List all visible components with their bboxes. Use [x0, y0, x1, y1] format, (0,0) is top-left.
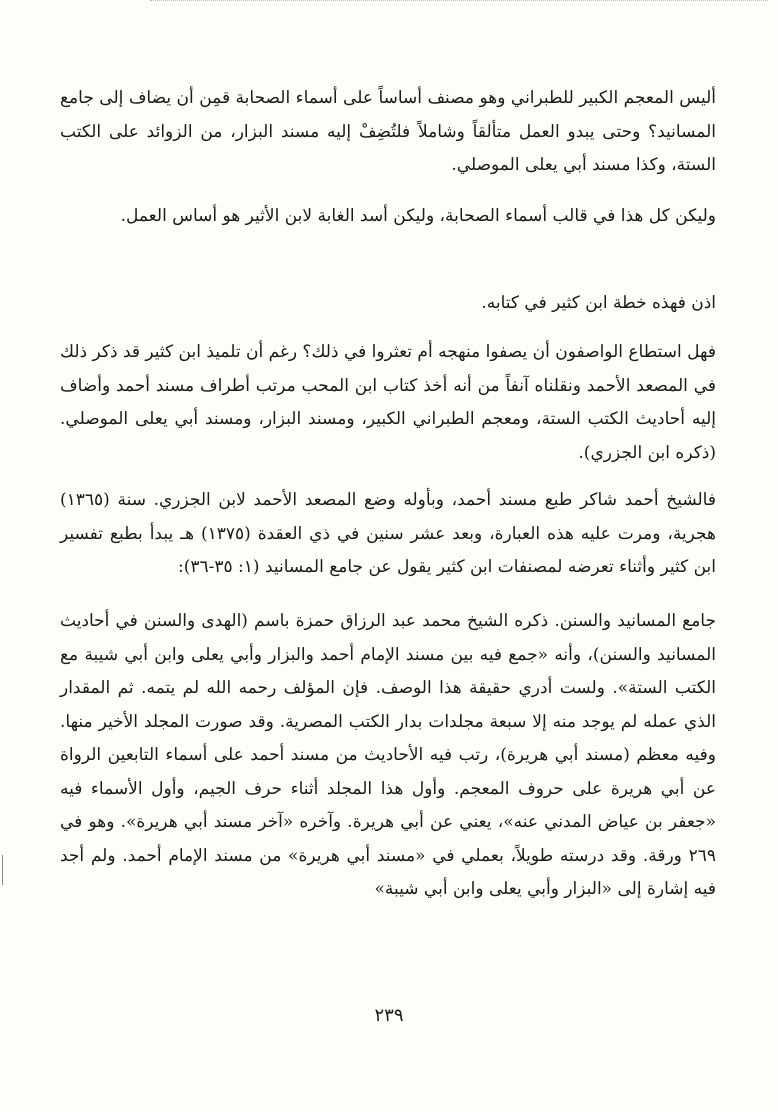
paragraph-text: أليس المعجم الكبير للطبراني وهو مصنف أساساً على أسماء الصحابة قمِن أن يضاف إلى جامع المسانيد؟ وحتى يبدو العمل متألقاً وشاملاً فلتُضِفْ إليه مسند البزار، من الزوائد على الكتب الستة، وكذا مسند أبي يعلى الموصلي.	[60, 88, 716, 175]
paragraph-text: اذن فهذه خطة ابن كثير في كتابه.	[481, 293, 716, 313]
paragraph-text: فهل استطاع الواصفون أن يصفوا منهجه أم تعثروا في ذلك؟ رغم أن تلميذ ابن كثير قد ذكر ذلك في المصعد الأحمد ونقلناه آنفاً من أنه أخذ كتاب ابن المحب مرتب أطراف مسند أحمد وأضاف إليه أحاديث الكتب الستة، ومعجم الطبراني الكبير، ومسند البزار، ومسند أبي يعلى الموصلي. (ذكره ابن الجزري).	[60, 342, 716, 463]
paragraph-text: جامع المسانيد والسنن. ذكره الشيخ محمد عبد الرزاق حمزة باسم (الهدى والسنن في أحاديث المسانيد والسنن)، وأنه «جمع فيه بين مسند الإمام أحمد والبزار وأبي يعلى وابن أبي شيبة مع الكتب الستة». ولست أدري حقيقة هذا الوصف. فإن المؤلف رحمه الله لم يتمه. ثم المقدار الذي عمله لم يوجد منه إلا سبعة مجلدات بدار الكتب المصرية. وقد صورت المجلد الأخير منها. وفيه معظم (مسند أبي هريرة)، رتب فيه الأحاديث من مسند أحمد على أسماء التابعين الرواة عن أبي هريرة على حروف المعجم. وأول هذا المجلد أثناء حرف الجيم، وأول الأسماء فيه «جعفر بن عياض المدني عنه»، يعني عن أبي هريرة. وآخره «آخر مسند أبي هريرة». وهو في ٢٦٩ ورقة. وقد درسته طويلاً، بعملي في «مسند أبي هريرة» من مسند الإمام أحمد. ولم أجد فيه إشارة إلى «البزار وأبي يعلى وابن أبي شيبة»	[60, 611, 716, 899]
paragraph-text: فالشيخ أحمد شاكر طبع مسند أحمد، وبأوله وضع المصعد الأحمد لابن الجزري. سنة (١٣٦٥) هجرية، ومرت عليه هذه العبارة، وبعد عشر سنين في ذي العقدة (١٣٧٥) هـ يبدأ بطبع تفسير ابن كثير وأثناء تعرضه لمصنفات ابن كثير يقول عن جامع المسانيد (١: ٣٥-٣٦):	[60, 490, 716, 577]
paragraph-1	[60, 82, 716, 183]
page-number: ٢٣٩	[374, 1005, 404, 1026]
paragraph-5	[60, 484, 716, 585]
scan-margin-mark	[2, 855, 3, 885]
paragraph-6	[60, 605, 716, 907]
paragraph-2	[60, 200, 716, 234]
paragraph-3	[60, 287, 716, 321]
paragraph-4	[60, 336, 716, 470]
paragraph-text: وليكن كل هذا في قالب أسماء الصحابة، وليكن أسد الغابة لابن الأثير هو أساس العمل.	[120, 206, 716, 226]
page-top-edge	[150, 0, 768, 7]
